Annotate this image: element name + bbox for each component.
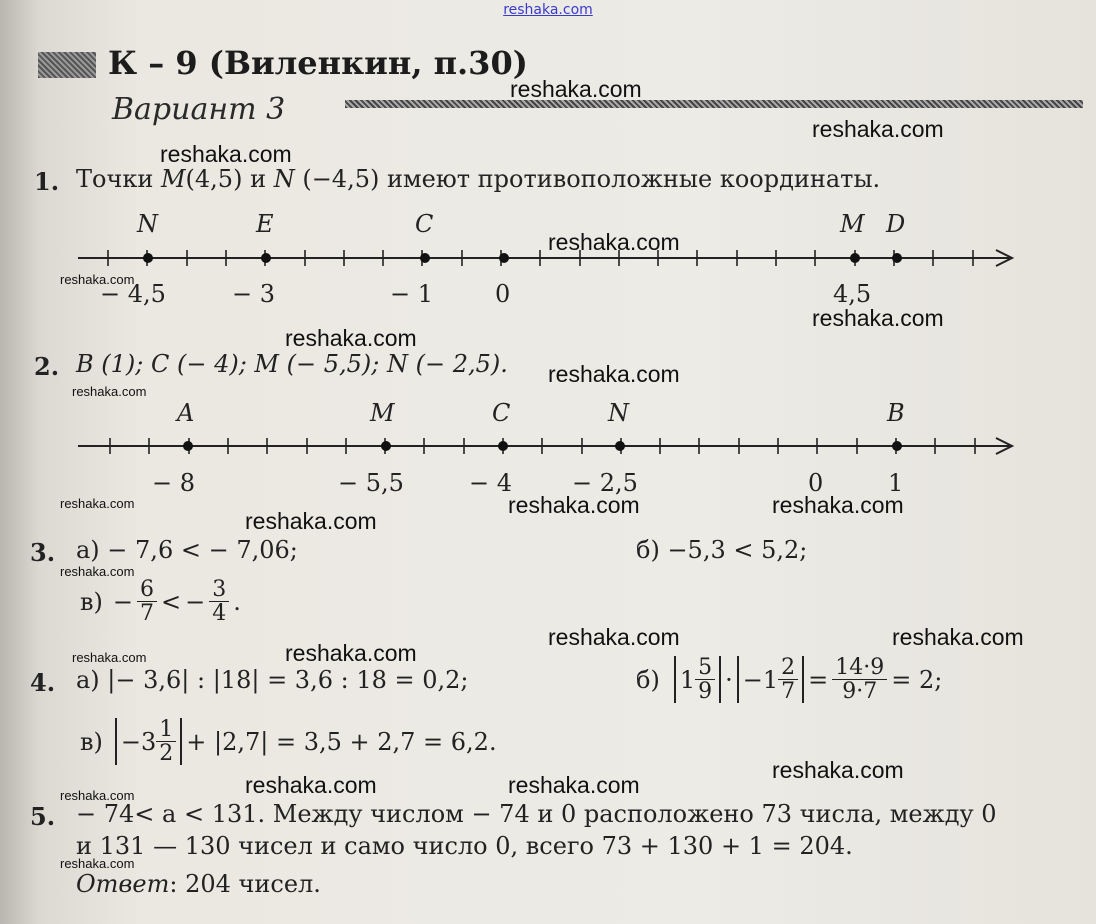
task2-text: B (1); C (− 4); M (− 5,5); N (− 2,5). (76, 350, 508, 378)
task2-tick-label: − 2,5 (572, 469, 638, 497)
watermark: reshaka.com (508, 772, 640, 798)
task2-point-b (892, 441, 902, 451)
task1-point-c (420, 253, 430, 263)
task1-point-zero (499, 253, 509, 263)
watermark-small: reshaka.com (60, 856, 135, 871)
task2-point-m (381, 441, 391, 451)
task2-point-n (615, 441, 625, 451)
watermark-small: reshaka.com (60, 788, 135, 803)
task3-b: б) −5,3 < 5,2; (636, 536, 808, 564)
task2-tick-label: − 5,5 (338, 469, 404, 497)
task1-tick-label: − 3 (232, 280, 276, 308)
watermark: reshaka.com (508, 492, 640, 518)
watermark: reshaka.com (285, 325, 417, 351)
watermark: reshaka.com (812, 116, 944, 142)
task2-label-b: B (887, 399, 905, 427)
task1-point-m (850, 253, 860, 263)
task2-tick-label: − 4 (469, 469, 513, 497)
task1-point-d (892, 253, 902, 263)
watermark: reshaka.com (812, 305, 944, 331)
task4-b: б) 1 $\frac{5}{9}$ · −1 $\frac{2}{7}$ = $\frac{14\cdot 9}{9\cdot 7}$ = 2; (636, 655, 943, 705)
task1-point-e (261, 253, 271, 263)
watermark: reshaka.com (548, 229, 680, 255)
task1-label-d: D (886, 210, 906, 238)
task1-label-e: E (256, 210, 274, 238)
task3-a: а) − 7,6 < − 7,06; (76, 536, 298, 564)
task2-point-a (183, 441, 193, 451)
task2-number-line (78, 438, 1012, 454)
task2-label-m: M (370, 399, 395, 427)
task2-tick-label: 1 (888, 469, 904, 497)
watermark-small: reshaka.com (60, 564, 135, 579)
task4-v: в) −3 $\frac{1}{2}$ + |2,7| = 3,5 + 2,7 = 6,2. (80, 717, 497, 767)
task4-number: 4. (30, 668, 56, 697)
watermark: reshaka.com (892, 624, 1024, 650)
task5-line1: − 74< a < 131. Между числом − 74 и 0 расположено 73 числа, между 0 (76, 800, 997, 828)
watermark: reshaka.com (245, 508, 377, 534)
watermark: reshaka.com (772, 757, 904, 783)
watermark: reshaka.com (285, 640, 417, 666)
task3-fraction-2: $\frac{3}{4}$ (209, 578, 229, 625)
task1-label-m: M (840, 210, 865, 238)
watermark: reshaka.com (548, 361, 680, 387)
task2-tick-label: 0 (808, 469, 824, 497)
watermark-small: reshaka.com (60, 496, 135, 511)
task3-fraction-1: $\frac{6}{7}$ (137, 578, 157, 625)
task1-label-c: C (415, 210, 434, 238)
task1-number: 1. (34, 167, 60, 196)
task5-answer: Ответ: 204 чисел. (76, 870, 321, 898)
watermark: reshaka.com (548, 624, 680, 650)
watermark: reshaka.com (245, 772, 377, 798)
task2-tick-label: − 8 (152, 469, 196, 497)
watermark-small: reshaka.com (72, 384, 147, 399)
task2-label-a: A (177, 399, 195, 427)
task1-tick-label: − 1 (390, 280, 434, 308)
page-title: К – 9 (Виленкин, п.30) (108, 44, 528, 82)
task1-text: Точки M(4,5) и N (−4,5) имеют противоположные координаты. (76, 165, 881, 193)
site-link[interactable]: reshaka.com (503, 2, 593, 18)
task5-line2: и 131 — 130 чисел и само число 0, всего 73 + 130 + 1 = 204. (76, 832, 853, 860)
task1-tick-label: − 4,5 (100, 280, 166, 308)
watermark: reshaka.com (160, 141, 292, 167)
task1-label-n: N (137, 210, 158, 238)
task3-v: в) − $\frac{6}{7}$ < − $\frac{3}{4}$ . (80, 577, 241, 627)
task1-point-n (143, 253, 153, 263)
watermark-small: reshaka.com (72, 650, 147, 665)
variant-title: Вариант 3 (112, 92, 286, 127)
task1-tick-label: 0 (495, 280, 511, 308)
watermark: reshaka.com (510, 76, 642, 102)
task2-number: 2. (34, 352, 60, 381)
task2-label-c: C (492, 399, 511, 427)
watermark-small: reshaka.com (60, 272, 135, 287)
task3-number: 3. (30, 538, 56, 567)
task2-point-c (498, 441, 508, 451)
task5-number: 5. (30, 802, 56, 831)
task2-label-n: N (608, 399, 629, 427)
task1-tick-label: 4,5 (833, 280, 872, 308)
task1-number-line (78, 250, 1012, 266)
task4-a: а) |− 3,6| : |18| = 3,6 : 18 = 0,2; (76, 666, 469, 694)
watermark: reshaka.com (772, 492, 904, 518)
